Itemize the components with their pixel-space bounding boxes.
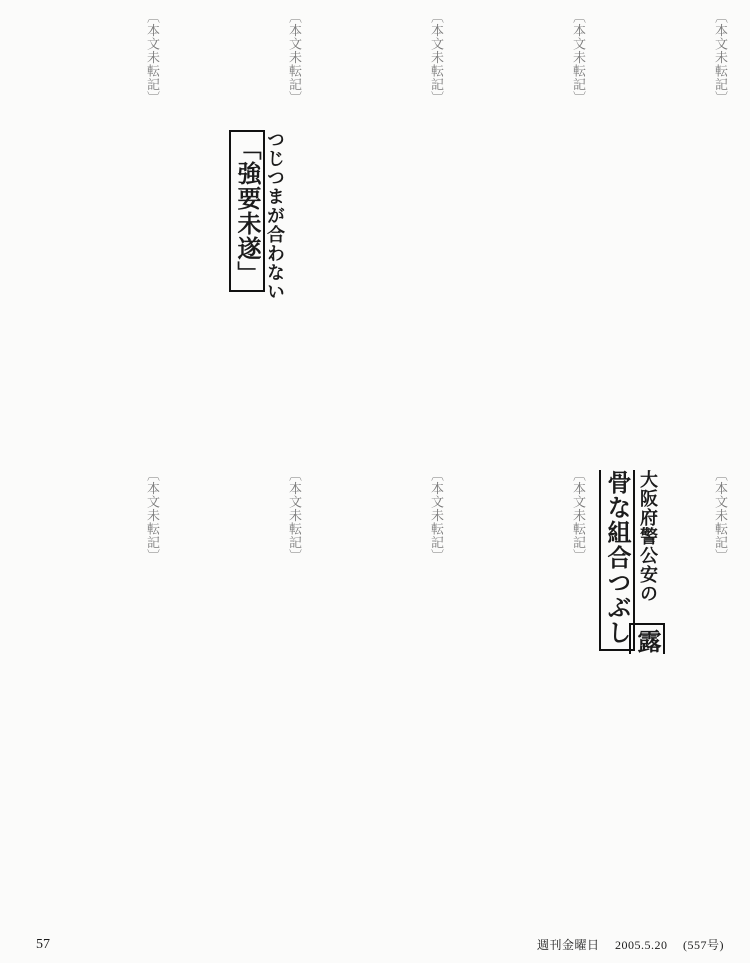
headline-line2: 「強要未遂」 bbox=[229, 130, 265, 292]
column-text: 〔本文未転記〕 bbox=[144, 10, 159, 105]
bottom-column-2 bbox=[448, 468, 586, 926]
column-text: 〔本文未転記〕 bbox=[428, 10, 443, 105]
page-number: 57 bbox=[36, 937, 50, 952]
bottom-column-3 bbox=[306, 468, 444, 926]
bottom-column-4 bbox=[164, 468, 302, 926]
top-column-1 bbox=[590, 10, 728, 460]
headline-line1: つじつまが合わない bbox=[264, 130, 285, 301]
column-text: 〔本文未転記〕 bbox=[144, 468, 159, 563]
bottom-column-5 bbox=[22, 468, 160, 926]
top-column-2 bbox=[448, 10, 586, 460]
top-text-band bbox=[22, 10, 728, 460]
column-text: 〔本文未転記〕 bbox=[286, 468, 301, 563]
page-footer bbox=[525, 936, 724, 953]
headline-line2: 露骨な組合つぶし bbox=[599, 470, 665, 654]
top-column-5 bbox=[22, 10, 160, 460]
issue-number: (557号) bbox=[683, 938, 724, 952]
section-headline-kyoyo-misui bbox=[230, 130, 288, 310]
column-text: 〔本文未転記〕 bbox=[712, 468, 727, 563]
column-text: 〔本文未転記〕 bbox=[570, 10, 585, 105]
column-text: 〔本文未転記〕 bbox=[428, 468, 443, 563]
top-column-3 bbox=[306, 10, 444, 460]
section-headline-kumiai-tsubushi bbox=[600, 470, 664, 670]
magazine-title: 週刊金曜日 bbox=[536, 938, 600, 952]
headline-line1: 大阪府警公安の bbox=[637, 470, 658, 603]
column-text: 〔本文未転記〕 bbox=[286, 10, 301, 105]
column-text: 〔本文未転記〕 bbox=[570, 468, 585, 563]
column-text: 〔本文未転記〕 bbox=[712, 10, 727, 105]
issue-date: 2005.5.20 bbox=[615, 938, 668, 952]
